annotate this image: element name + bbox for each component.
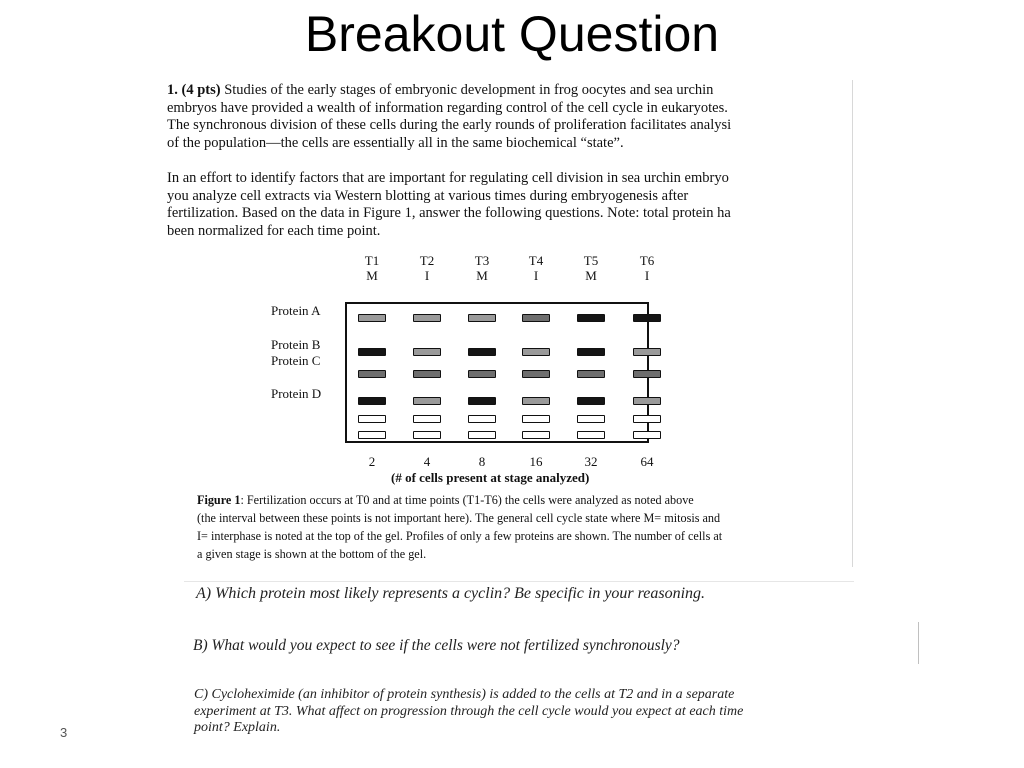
- effort-paragraph: [167, 170, 853, 240]
- blot-band: [577, 348, 605, 356]
- cell-count: 4: [423, 454, 431, 469]
- protein-a-label: Protein A: [271, 303, 321, 318]
- caption-line: : Fertilization occurs at T0 and at time points (T1-T6) the cells were analyzed as noted above: [240, 493, 694, 507]
- protein-c-label: Protein C: [271, 353, 321, 368]
- time-point-label: T3: [474, 253, 490, 268]
- blot-band: [358, 397, 386, 405]
- time-point-label: T4: [528, 253, 544, 268]
- blot-band: [413, 397, 441, 405]
- blot-band: [633, 348, 661, 356]
- time-point-label: T2: [419, 253, 435, 268]
- effort-line: In an effort to identify factors that are important for regulating cell division in sea urchin embryo: [167, 170, 729, 186]
- protein-d-label: Protein D: [271, 386, 322, 401]
- question-c-line: C) Cycloheximide (an inhibitor of protein synthesis) is added to the cells at T2 and in a separate: [194, 687, 735, 702]
- blot-band: [413, 314, 441, 322]
- blot-band: [413, 370, 441, 378]
- intro-line: of the population—the cells are essentially all in the same biochemical “state”.: [167, 134, 624, 151]
- figure-caption: [197, 491, 847, 563]
- blot-band: [633, 397, 661, 405]
- divider: [918, 622, 919, 664]
- time-point-header: [352, 253, 392, 283]
- cell-count: 64: [640, 454, 654, 469]
- blot-band: [633, 431, 661, 439]
- cell-count: 8: [478, 454, 486, 469]
- blot-band: [413, 415, 441, 423]
- blot-band: [522, 348, 550, 356]
- time-point-label: T1: [364, 253, 380, 268]
- cell-cycle-state: I: [644, 268, 650, 283]
- effort-line: you analyze cell extracts via Western blotting at various times during embryogenesis after: [167, 187, 689, 204]
- blot-band: [633, 314, 661, 322]
- question-points: 1. (4 pts): [167, 82, 221, 98]
- question-c-line: point? Explain.: [194, 720, 281, 735]
- cell-cycle-state: I: [424, 268, 430, 283]
- cell-count: 16: [529, 454, 543, 469]
- blot-band: [358, 348, 386, 356]
- cell-count-caption: (# of cells present at stage analyzed): [391, 470, 590, 485]
- intro-paragraph: [167, 82, 853, 152]
- question-c-line: experiment at T3. What affect on progression through the cell cycle would you expect at each time: [194, 703, 744, 719]
- caption-line: a given stage is shown at the bottom of the gel.: [197, 547, 427, 561]
- problem-image: [164, 80, 853, 567]
- time-point-header: [462, 253, 502, 283]
- caption-line: I= interphase is noted at the top of the gel. Profiles of only a few proteins are shown. The number of cells at: [197, 529, 723, 543]
- blot-band: [358, 370, 386, 378]
- blot-band: [577, 370, 605, 378]
- cell-cycle-state: M: [585, 268, 597, 283]
- question-b: B) What would you expect to see if the cells were not fertilized synchronously?: [193, 637, 680, 654]
- blot-band: [468, 314, 496, 322]
- blot-band: [633, 370, 661, 378]
- intro-line: The synchronous division of these cells during the early rounds of proliferation facilitates analysi: [167, 117, 732, 133]
- protein-b-label: Protein B: [271, 337, 321, 352]
- cell-cycle-state: M: [366, 268, 378, 283]
- blot-band: [358, 431, 386, 439]
- blot-band: [468, 431, 496, 439]
- divider: [184, 581, 854, 582]
- blot-band: [522, 397, 550, 405]
- blot-band: [413, 431, 441, 439]
- slide-title: Breakout Question: [304, 6, 720, 62]
- time-point-header: [571, 253, 611, 283]
- question-a: A) Which protein most likely represents a cyclin? Be specific in your reasoning.: [196, 585, 706, 602]
- blot-band: [468, 397, 496, 405]
- blot-band: [468, 370, 496, 378]
- intro-line: embryos have provided a wealth of information regarding control of the cell cycle in eukaryotes.: [167, 99, 728, 116]
- time-point-header: [516, 253, 556, 283]
- caption-line: (the interval between these points is not important here). The general cell cycle state where M= mitosis and: [197, 511, 721, 525]
- blot-band: [522, 431, 550, 439]
- blot-band: [522, 370, 550, 378]
- cell-count: 2: [368, 454, 376, 469]
- page-number: 3: [60, 725, 68, 740]
- blot-band: [577, 314, 605, 322]
- blot-band: [358, 314, 386, 322]
- cell-cycle-state: I: [533, 268, 539, 283]
- effort-line: fertilization. Based on the data in Figure 1, answer the following questions. Note: total protein ha: [167, 205, 731, 221]
- blot-band: [577, 397, 605, 405]
- time-point-label: T5: [583, 253, 599, 268]
- blot-band: [633, 415, 661, 423]
- time-point-header: [407, 253, 447, 283]
- blot-band: [577, 415, 605, 423]
- blot-band: [522, 415, 550, 423]
- cell-cycle-state: M: [476, 268, 488, 283]
- blot-band: [358, 415, 386, 423]
- intro-line: Studies of the early stages of embryonic development in frog oocytes and sea urchin: [220, 82, 714, 98]
- question-c: [194, 687, 743, 737]
- effort-line: been normalized for each time point.: [167, 222, 381, 239]
- blot-band: [413, 348, 441, 356]
- cell-count: 32: [584, 454, 598, 469]
- blot-band: [468, 415, 496, 423]
- figure-caption-lead: Figure 1: [197, 493, 241, 507]
- time-point-label: T6: [639, 253, 655, 268]
- blot-band: [468, 348, 496, 356]
- blot-band: [577, 431, 605, 439]
- blot-band: [522, 314, 550, 322]
- western-blot-gel: [345, 302, 649, 443]
- time-point-header: [627, 253, 667, 283]
